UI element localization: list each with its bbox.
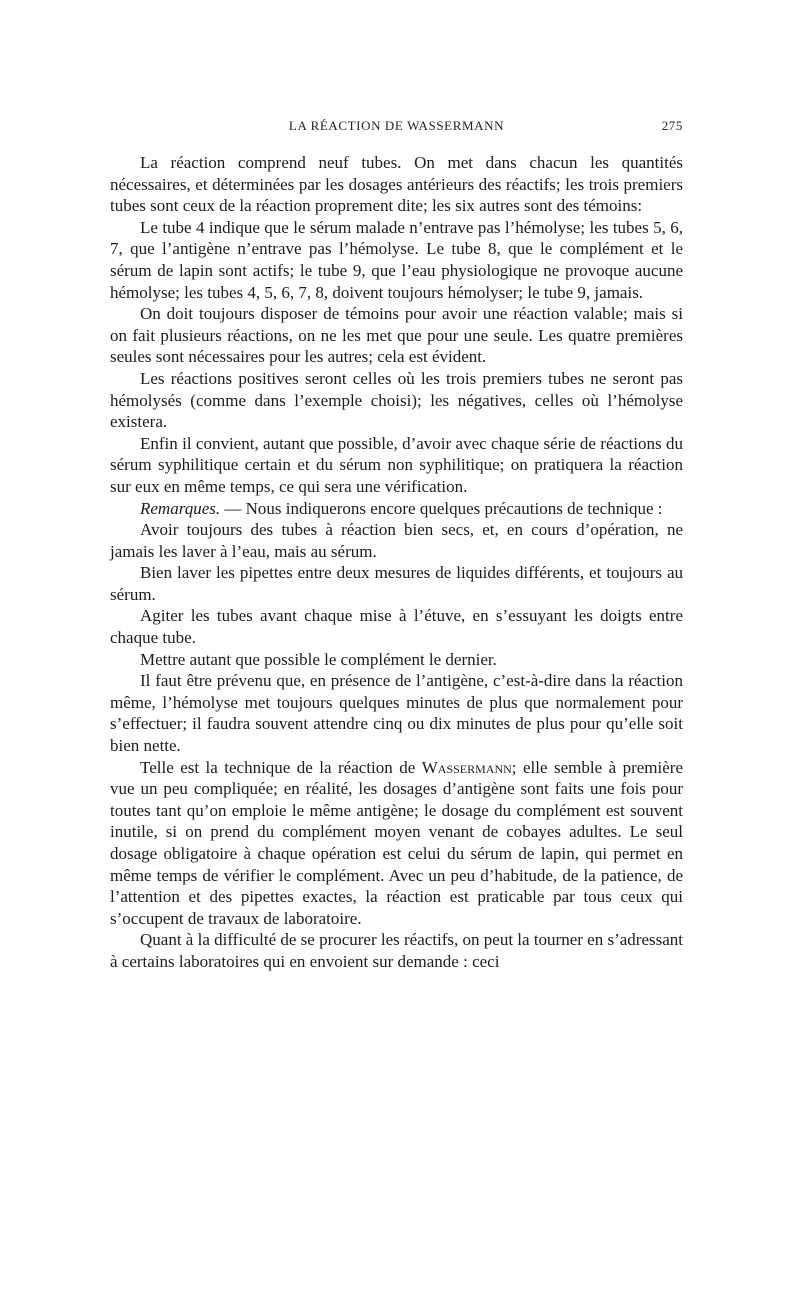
paragraph: Il faut être prévenu que, en présence de l’antigène, c’est-à-dire dans la réaction même, l’hémolyse met toujours quelques minutes de plus que normalement pour s’effectuer; il faudra souvent attendre cinq ou dix minutes de plus pour qu’elle soit bien nette. — [110, 671, 683, 756]
paragraph: Quant à la difficulté de se procurer les réactifs, on peut la tourner en s’adressant à certains laboratoires qui en envoient sur demande : ceci — [110, 930, 683, 971]
running-title: LA RÉACTION DE WASSERMANN — [288, 118, 505, 133]
paragraph: Avoir toujours des tubes à réaction bien secs, et, en cours d’opération, ne jamais les laver à l’eau, mais au sérum. — [110, 520, 683, 561]
author-name: Wassermann — [421, 757, 512, 777]
paragraph: Mettre autant que possible le complément le dernier. — [140, 649, 497, 669]
page-number: 275 — [661, 118, 683, 133]
paragraph: Le tube 4 indique que le sérum malade n’entrave pas l’hémolyse; les tubes 5, 6, 7, que l’antigène n’entrave pas l’hémolyse. Le tube 8, que le complément et le sérum de lapin sont actifs; le tube 9, que l’eau physiologique ne provoque aucune hémolyse; les tubes 4, 5, 6, 7, 8, doivent toujours hémolyser; le tube 9, jamais. — [110, 217, 683, 302]
paragraph: On doit toujours disposer de témoins pour avoir une réaction valable; mais si on fait plusieurs réactions, on ne les met que pour une seule. Les quatre premières seules sont nécessaires pour les autres; cela est évident. — [110, 304, 683, 367]
remarques-text: — Nous indiquerons encore quelques précautions de technique : — [220, 498, 663, 518]
paragraph: La réaction comprend neuf tubes. On met dans chacun les quantités nécessaires, et déterminées par les dosages antérieurs des réactifs; les trois premiers tubes sont ceux de la réaction proprement dite; les six autres sont des témoins: — [110, 153, 683, 216]
paragraph: Les réactions positives seront celles où les trois premiers tubes ne seront pas hémolysés (comme dans l’exemple choisi); les négatives, celles où l’hémolyse existera. — [110, 368, 683, 432]
wassermann-paragraph — [110, 757, 683, 930]
remarques-label: Remarques. — [140, 498, 221, 518]
paragraph: Bien laver les pipettes entre deux mesures de liquides différents, et toujours au sérum. — [110, 563, 683, 604]
text-segment: Telle est la technique de la réaction de — [140, 757, 422, 777]
page-body — [110, 152, 683, 973]
text-segment: ; elle semble à première vue un peu compliquée; en réalité, les dosages d’antigène sont faits une fois pour toutes tant qu’on emploie le même antigène; le dosage du complément est souvent inutile, si on prend du complément moyen venant de cobayes adultes. Le seul dosage obligatoire à chaque opération est celui du sérum de lapin, qui permet en même temps de vérifier le complément. Avec un peu d’habitude, de la patience, de l’attention et des pipettes exactes, la réaction est praticable par tous ceux qui s’occupent de travaux de laboratoire. — [110, 757, 683, 928]
paragraph: Enfin il convient, autant que possible, d’avoir avec chaque série de réactions du sérum syphilitique certain et du sérum non syphilitique; on pratiquera la réaction sur eux en même temps, ce qui sera une vérification. — [110, 433, 683, 496]
remarques-paragraph — [110, 498, 683, 520]
paragraph: Agiter les tubes avant chaque mise à l’étuve, en s’essuyant les doigts entre chaque tube. — [110, 606, 683, 648]
